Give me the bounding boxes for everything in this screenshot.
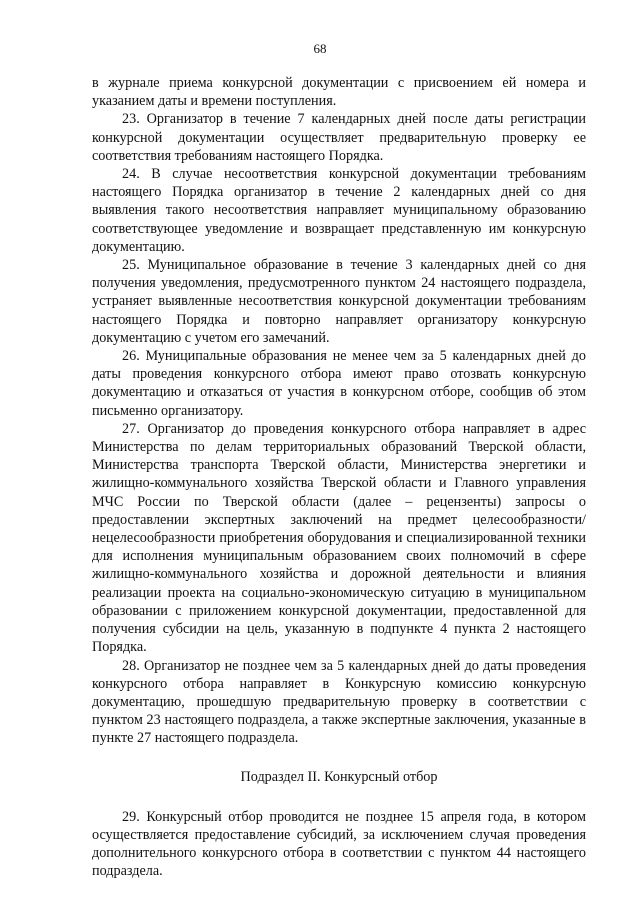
paragraph-23: 23. Организатор в течение 7 календарных дней после даты регистрации конкурсной документации осуществляет предварительную проверку ее соответствия требованиям настоящего Порядка. [92, 111, 586, 164]
paragraph-25: 25. Муниципальное образование в течение 3 календарных дней со дня получения уведомления, предусмотренного пунктом 24 настоящего подраздела, устраняет выявленные несоответствия конкурсной документации требованиям настоящего Порядка и повторно направляет организатору конкурсную документацию с учетом его замечаний. [92, 257, 586, 346]
paragraph-28: 28. Организатор не позднее чем за 5 календарных дней до даты проведения конкурсного отбора направляет в Конкурсную комиссию конкурсную документацию, прошедшую предварительную проверку в соответствии с пунктом 23 настоящего подраздела, а также экспертные заключения, указанные в пункте 27 настоящего подраздела. [92, 657, 586, 747]
paragraph-26: 26. Муниципальные образования не менее чем за 5 календарных дней до даты проведения конкурсного отбора имеют право отозвать конкурсную документацию и отказаться от участия в конкурсном отборе, сообщив об этом письменно организатору. [92, 348, 586, 419]
page-number: 68 [313, 41, 327, 56]
document-body [92, 74, 586, 881]
paragraph-24: 24. В случае несоответствия конкурсной документации требованиям настоящего Порядка организатор в течение 2 календарных дней со дня выявления такого несоответствия направляет муниципальному образованию соответствующее уведомление и возвращает представленную им конкурсную документацию. [92, 166, 586, 255]
paragraph-27: 27. Организатор до проведения конкурсного отбора направляет в адрес Министерства по делам территориальных образований Тверской области, Министерства транспорта Тверской области, Министерства энергетики и жилищно-коммунального хозяйства Тверской области и Главного управления МЧС России по Тверской области (далее – рецензенты) запросы о предоставлении экспертных заключений на предмет целесообразности/нецелесообразности приобретения оборудования и специализированной техники для исполнения муниципальным образованием своих полномочий в сфере жилищно-коммунального хозяйства и дорожной деятельности и влияния реализации проекта на социально-экономическую ситуацию в муниципальном образовании с приложением конкурсной документации, предоставленной для получения субсидии на цель, указанную в подпункте 4 пункта 2 настоящего Порядка. [92, 420, 586, 656]
paragraph-29: 29. Конкурсный отбор проводится не позднее 15 апреля года, в котором осуществляется предоставление субсидий, за исключением случая проведения дополнительного конкурсного отбора в соответствии с пунктом 44 настоящего подраздела. [92, 808, 586, 880]
section-heading: Подраздел II. Конкурсный отбор [240, 768, 438, 785]
paragraph-continuation: в журнале приема конкурсной документации с присвоением ей номера и указанием даты и времени поступления. [92, 75, 586, 110]
